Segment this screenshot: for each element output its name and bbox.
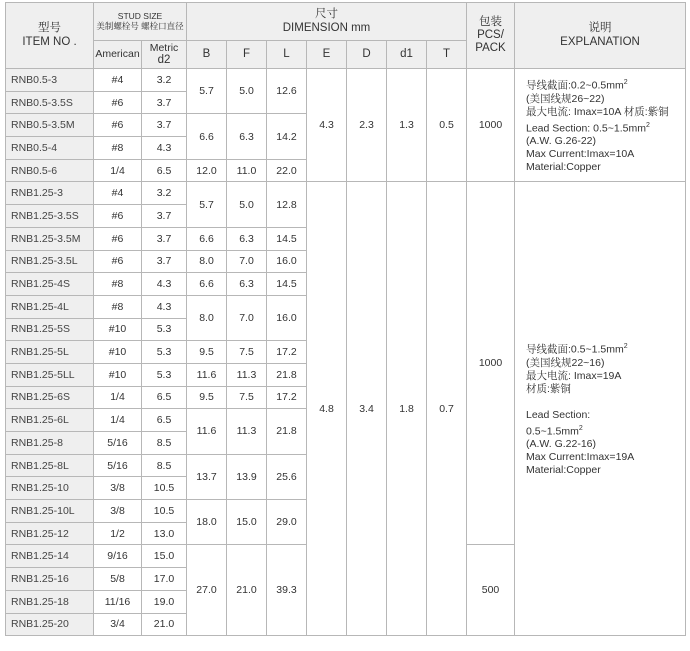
- cell-item: RNB1.25-4S: [6, 273, 94, 296]
- cell-item: RNB1.25-18: [6, 590, 94, 613]
- header-metric: [142, 41, 187, 69]
- header-col-t: T: [427, 41, 467, 69]
- cell-b: 8.0: [187, 295, 227, 340]
- cell-l: 17.2: [267, 341, 307, 364]
- cell-metric: 5.3: [142, 363, 187, 386]
- cell-item: RNB1.25-5L: [6, 341, 94, 364]
- cell-item: RNB1.25-6L: [6, 409, 94, 432]
- header-pack: [467, 3, 515, 69]
- cell-l: 17.2: [267, 386, 307, 409]
- expl2-line8: Max Current:Imax=19A: [526, 451, 635, 464]
- cell-metric: 10.5: [142, 477, 187, 500]
- cell-pack: 1000: [467, 182, 515, 545]
- cell-item: RNB1.25-3.5S: [6, 205, 94, 228]
- cell-f: 5.0: [227, 69, 267, 114]
- cell-metric: 3.2: [142, 182, 187, 205]
- cell-explanation-group2: [515, 182, 686, 636]
- cell-american: #6: [94, 227, 142, 250]
- cell-american: #10: [94, 318, 142, 341]
- cell-d1: 1.8: [387, 182, 427, 636]
- cell-item: RNB1.25-5S: [6, 318, 94, 341]
- cell-metric: 3.7: [142, 114, 187, 137]
- cell-american: #10: [94, 363, 142, 386]
- table-row: [6, 182, 686, 205]
- cell-t: 0.7: [427, 182, 467, 636]
- cell-american: 3/8: [94, 477, 142, 500]
- expl2-sup1: 2: [623, 343, 628, 351]
- header-dim-cn: 尺寸: [315, 8, 338, 21]
- header-expl-cn: 说明: [588, 22, 612, 35]
- cell-metric: 5.3: [142, 318, 187, 341]
- cell-american: #10: [94, 341, 142, 364]
- cell-f: 5.0: [227, 182, 267, 227]
- cell-metric: 8.5: [142, 454, 187, 477]
- expl2-line1: 导线截面:0.5~1.5mm: [526, 343, 624, 356]
- cell-e: 4.3: [307, 69, 347, 182]
- cell-american: 1/2: [94, 522, 142, 545]
- cell-item: RNB1.25-3: [6, 182, 94, 205]
- header-stud-cn: 美制螺栓号 螺栓口直径: [96, 20, 184, 31]
- header-col-l: L: [267, 41, 307, 69]
- cell-l: 14.5: [267, 227, 307, 250]
- cell-b: 11.6: [187, 409, 227, 454]
- header-stud-en: STUD SIZE: [117, 10, 163, 21]
- spec-table: [5, 2, 686, 636]
- header-col-e: E: [307, 41, 347, 69]
- expl1-line6: Max Current:Imax=10A: [526, 148, 635, 161]
- cell-l: 21.8: [267, 363, 307, 386]
- cell-b: 6.6: [187, 273, 227, 296]
- header-col-f: F: [227, 41, 267, 69]
- expl1-line3: 最大电流: Imax=10A 材质:紫铜: [526, 105, 669, 118]
- cell-american: #8: [94, 295, 142, 318]
- cell-l: 39.3: [267, 545, 307, 636]
- cell-f: 6.3: [227, 273, 267, 296]
- cell-b: 12.0: [187, 159, 227, 182]
- cell-f: 15.0: [227, 500, 267, 545]
- cell-item: RNB1.25-20: [6, 613, 94, 636]
- cell-metric: 3.7: [142, 250, 187, 273]
- cell-metric: 6.5: [142, 159, 187, 182]
- header-d2-label: d2: [157, 53, 171, 66]
- cell-american: #4: [94, 182, 142, 205]
- cell-american: #6: [94, 205, 142, 228]
- expl2-line6: 0.5~1.5mm: [526, 425, 579, 438]
- expl2-line2: (美国线规22~16): [526, 356, 605, 369]
- cell-american: 3/4: [94, 613, 142, 636]
- cell-american: #8: [94, 137, 142, 160]
- cell-l: 14.5: [267, 273, 307, 296]
- expl2-line4: 材质:紫铜: [526, 382, 571, 395]
- cell-american: 5/16: [94, 432, 142, 455]
- cell-american: 1/4: [94, 159, 142, 182]
- cell-f: 7.0: [227, 250, 267, 273]
- cell-pack: 1000: [467, 69, 515, 182]
- cell-b: 13.7: [187, 454, 227, 499]
- cell-l: 16.0: [267, 295, 307, 340]
- cell-metric: 3.7: [142, 91, 187, 114]
- cell-l: 12.8: [267, 182, 307, 227]
- cell-item: RNB1.25-4L: [6, 295, 94, 318]
- cell-american: #8: [94, 273, 142, 296]
- cell-metric: 3.7: [142, 205, 187, 228]
- header-pack-en1: PCS/: [477, 28, 504, 41]
- header-expl-en: EXPLANATION: [560, 35, 640, 48]
- cell-american: 1/4: [94, 409, 142, 432]
- cell-american: 5/8: [94, 568, 142, 591]
- header-metric-label: Metric: [149, 41, 179, 54]
- cell-american: 11/16: [94, 590, 142, 613]
- expl1-sup1: 2: [623, 79, 628, 87]
- cell-item: RNB1.25-10L: [6, 500, 94, 523]
- cell-item: RNB1.25-3.5L: [6, 250, 94, 273]
- expl1-line1: 导线截面:0.2~0.5mm: [526, 79, 624, 92]
- cell-metric: 10.5: [142, 500, 187, 523]
- cell-l: 16.0: [267, 250, 307, 273]
- cell-item: RNB0.5-6: [6, 159, 94, 182]
- cell-item: RNB1.25-12: [6, 522, 94, 545]
- header-explanation: [515, 3, 686, 69]
- cell-b: 6.6: [187, 227, 227, 250]
- cell-metric: 13.0: [142, 522, 187, 545]
- header-pack-en2: PACK: [475, 42, 506, 55]
- cell-item: RNB1.25-8: [6, 432, 94, 455]
- cell-metric: 17.0: [142, 568, 187, 591]
- cell-item: RNB1.25-5LL: [6, 363, 94, 386]
- cell-explanation-group1: [515, 69, 686, 182]
- expl2-line9: Material:Copper: [526, 464, 601, 477]
- cell-f: 11.3: [227, 409, 267, 454]
- cell-metric: 21.0: [142, 613, 187, 636]
- cell-american: 5/16: [94, 454, 142, 477]
- cell-item: RNB1.25-6S: [6, 386, 94, 409]
- header-dim-en: DIMENSION mm: [282, 21, 371, 34]
- cell-american: #6: [94, 91, 142, 114]
- cell-f: 7.0: [227, 295, 267, 340]
- cell-t: 0.5: [427, 69, 467, 182]
- cell-e: 4.8: [307, 182, 347, 636]
- cell-metric: 4.3: [142, 137, 187, 160]
- cell-b: 27.0: [187, 545, 227, 636]
- cell-l: 29.0: [267, 500, 307, 545]
- cell-metric: 8.5: [142, 432, 187, 455]
- header-dimension: [187, 3, 467, 41]
- header-stud-size: [94, 3, 187, 41]
- cell-american: 1/4: [94, 386, 142, 409]
- cell-b: 8.0: [187, 250, 227, 273]
- cell-f: 21.0: [227, 545, 267, 636]
- cell-metric: 15.0: [142, 545, 187, 568]
- header-pack-cn: 包装: [479, 15, 502, 28]
- cell-l: 21.8: [267, 409, 307, 454]
- expl2-line7: (A.W. G.22-16): [526, 438, 597, 451]
- cell-metric: 19.0: [142, 590, 187, 613]
- cell-american: 3/8: [94, 500, 142, 523]
- table-row: [6, 69, 686, 92]
- cell-item: RNB1.25-3.5M: [6, 227, 94, 250]
- cell-item: RNB0.5-3.5S: [6, 91, 94, 114]
- header-col-b: B: [187, 41, 227, 69]
- cell-f: 11.3: [227, 363, 267, 386]
- cell-american: #6: [94, 114, 142, 137]
- cell-metric: 4.3: [142, 295, 187, 318]
- cell-b: 6.6: [187, 114, 227, 159]
- cell-b: 18.0: [187, 500, 227, 545]
- cell-pack: 500: [467, 545, 515, 636]
- expl1-line4: Lead Section: 0.5~1.5mm: [526, 122, 646, 135]
- cell-f: 7.5: [227, 341, 267, 364]
- cell-metric: 4.3: [142, 273, 187, 296]
- header-item-cn: 型号: [38, 22, 61, 35]
- cell-metric: 3.2: [142, 69, 187, 92]
- header-item: [6, 3, 94, 69]
- cell-american: 9/16: [94, 545, 142, 568]
- header-american: American: [94, 41, 142, 69]
- cell-item: RNB0.5-4: [6, 137, 94, 160]
- expl2-sup2: 2: [578, 424, 583, 432]
- cell-f: 6.3: [227, 227, 267, 250]
- cell-b: 9.5: [187, 341, 227, 364]
- cell-american: #6: [94, 250, 142, 273]
- cell-metric: 5.3: [142, 341, 187, 364]
- cell-item: RNB0.5-3.5M: [6, 114, 94, 137]
- cell-b: 5.7: [187, 69, 227, 114]
- cell-l: 25.6: [267, 454, 307, 499]
- cell-l: 14.2: [267, 114, 307, 159]
- cell-item: RNB1.25-10: [6, 477, 94, 500]
- header-item-en: ITEM NO .: [22, 35, 77, 48]
- expl1-line7: Material:Copper: [526, 161, 601, 174]
- cell-f: 13.9: [227, 454, 267, 499]
- cell-d1: 1.3: [387, 69, 427, 182]
- cell-metric: 3.7: [142, 227, 187, 250]
- cell-d: 2.3: [347, 69, 387, 182]
- cell-item: RNB1.25-16: [6, 568, 94, 591]
- cell-b: 5.7: [187, 182, 227, 227]
- expl1-sup2: 2: [645, 121, 650, 129]
- expl1-line5: (A.W. G.26-22): [526, 135, 597, 148]
- cell-item: RNB1.25-14: [6, 545, 94, 568]
- cell-b: 9.5: [187, 386, 227, 409]
- expl2-line3: 最大电流: Imax=19A: [526, 369, 622, 382]
- cell-b: 11.6: [187, 363, 227, 386]
- cell-d: 3.4: [347, 182, 387, 636]
- expl1-line2: (美国线规26~22): [526, 92, 605, 105]
- header-col-d1: d1: [387, 41, 427, 69]
- cell-l: 12.6: [267, 69, 307, 114]
- cell-item: RNB1.25-8L: [6, 454, 94, 477]
- expl2-line5: Lead Section:: [526, 408, 591, 421]
- cell-american: #4: [94, 69, 142, 92]
- cell-metric: 6.5: [142, 409, 187, 432]
- cell-f: 6.3: [227, 114, 267, 159]
- cell-f: 7.5: [227, 386, 267, 409]
- cell-metric: 6.5: [142, 386, 187, 409]
- cell-f: 11.0: [227, 159, 267, 182]
- cell-item: RNB0.5-3: [6, 69, 94, 92]
- header-col-d: D: [347, 41, 387, 69]
- cell-l: 22.0: [267, 159, 307, 182]
